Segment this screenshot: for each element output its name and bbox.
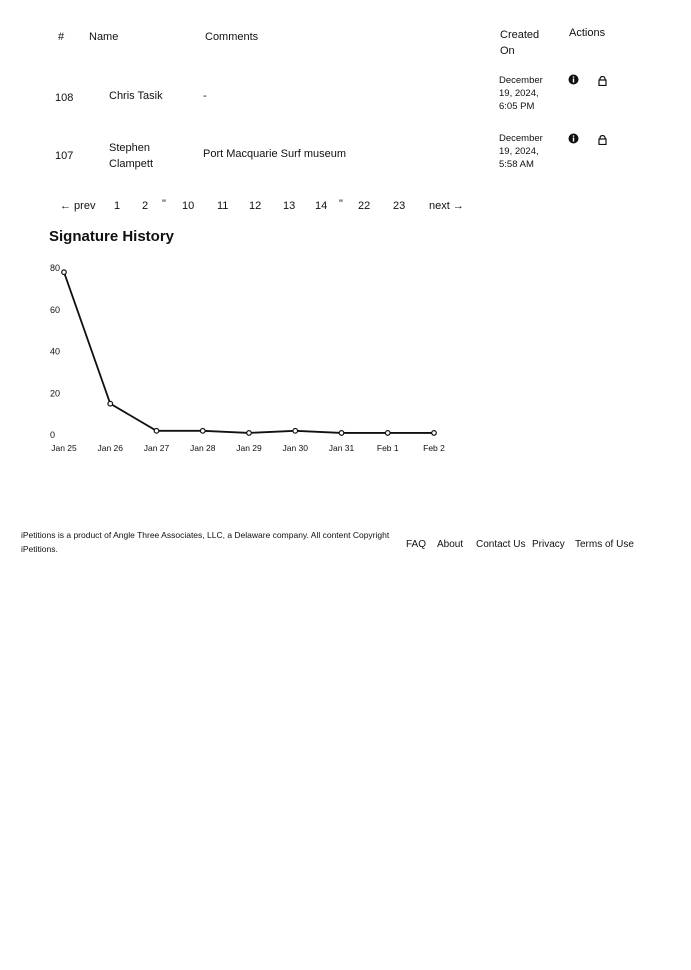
next-page-link[interactable]: next →	[429, 200, 464, 212]
x-tick-label: Jan 29	[236, 443, 262, 453]
footer-copyright: iPetitions is a product of Angle Three Associates, LLC, a Delaware company. All content Copyright iPetitions.	[21, 530, 390, 554]
y-tick-label: 40	[50, 346, 61, 357]
page-link[interactable]: 14	[315, 200, 328, 212]
column-header-comments: Comments	[205, 31, 259, 43]
info-icon[interactable]	[568, 133, 579, 147]
page-ellipsis: "	[339, 198, 343, 210]
column-header-created-on: Created On	[500, 29, 540, 57]
series-line	[64, 272, 434, 433]
y-tick-label: 60	[50, 304, 61, 315]
page-ellipsis: "	[162, 198, 166, 210]
data-point	[247, 431, 252, 436]
lock-icon[interactable]	[598, 75, 607, 89]
data-point	[200, 429, 205, 434]
row-name: Stephen Clampett	[109, 142, 154, 170]
y-tick-label: 20	[50, 388, 61, 399]
row-comment: -	[203, 90, 207, 102]
page-link[interactable]: 10	[182, 200, 195, 212]
page-link-current[interactable]: 13	[283, 200, 296, 212]
data-point	[62, 270, 67, 275]
row-number: 107	[55, 150, 74, 162]
page-link[interactable]: 23	[393, 200, 406, 212]
data-point	[108, 401, 113, 406]
page-link[interactable]: 22	[358, 200, 371, 212]
info-icon[interactable]	[568, 74, 579, 88]
data-point	[432, 431, 437, 436]
column-header-actions: Actions	[569, 27, 606, 39]
x-tick-label: Feb 2	[423, 443, 445, 453]
page-link[interactable]: 12	[249, 200, 262, 212]
x-tick-label: Jan 25	[51, 443, 77, 453]
y-tick-label: 80	[50, 263, 61, 273]
data-point	[154, 429, 159, 434]
row-created-on: December 19, 2024, 6:05 PM	[499, 75, 543, 112]
page-link[interactable]: 2	[142, 200, 149, 212]
x-tick-label: Jan 27	[143, 443, 170, 453]
x-tick-label: Jan 26	[97, 443, 124, 453]
column-header-number: #	[58, 31, 65, 43]
column-header-name: Name	[89, 31, 119, 43]
prev-page-link[interactable]: ← prev	[60, 200, 96, 212]
data-point	[385, 431, 390, 436]
page-link[interactable]: 1	[114, 200, 121, 212]
y-tick-label: 0	[50, 430, 56, 440]
footer-link-terms-of-use[interactable]: Terms of Use	[575, 539, 634, 550]
footer-link-faq[interactable]: FAQ	[406, 539, 427, 550]
page-link[interactable]: 11	[217, 200, 229, 212]
signature-history-chart	[40, 258, 460, 458]
x-tick-label: Jan 28	[189, 443, 216, 453]
x-tick-label: Jan 31	[328, 443, 355, 453]
row-number: 108	[55, 92, 74, 104]
x-tick-label: Jan 30	[282, 443, 309, 453]
data-point	[339, 431, 344, 436]
row-comment: Port Macquarie Surf museum	[203, 148, 347, 160]
footer-link-about[interactable]: About	[437, 539, 464, 550]
lock-icon[interactable]	[598, 134, 607, 148]
section-title: Signature History	[49, 228, 175, 245]
row-name: Chris Tasik	[109, 90, 163, 102]
row-created-on: December 19, 2024, 5:58 AM	[499, 133, 543, 170]
footer-link-contact-us[interactable]: Contact Us	[476, 539, 526, 550]
footer-link-privacy[interactable]: Privacy	[532, 539, 565, 550]
x-tick-label: Feb 1	[376, 443, 399, 453]
data-point	[293, 429, 298, 434]
